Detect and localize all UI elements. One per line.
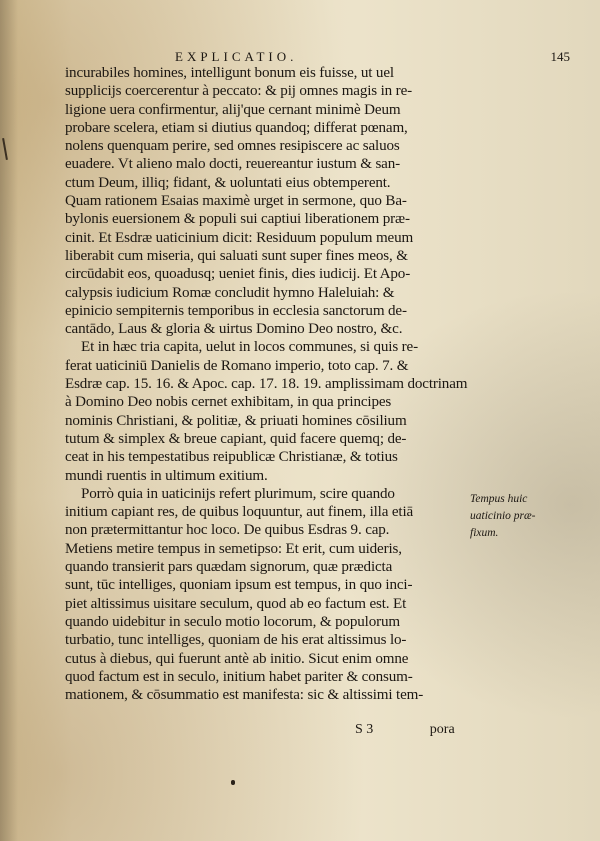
text-line: sunt, tūc intelliges, quoniam ipsum est tempus, in quo inci-: [65, 577, 413, 594]
text-line: supplicijs coercerentur à peccato: & pij omnes magis in re-: [65, 83, 412, 100]
text-line: Quam rationem Esaias maximè urget in sermone, quo Ba-: [65, 193, 407, 210]
main-text-block: [65, 64, 468, 704]
signature-mark: S 3: [355, 722, 374, 737]
text-line: ceat in his tempestatibus reipublicæ Christianæ, & totius: [65, 449, 398, 466]
text-line: turbatio, tunc intelliges, quoniam de his erat altissimus lo-: [65, 632, 407, 649]
text-line: non prætermittantur hoc loco. De quibus Esdras 9. cap.: [65, 522, 390, 539]
text-line: nominis Christiani, & politiæ, & priuati homines cōsilium: [65, 412, 407, 429]
text-line: mationem, & cōsummatio est manifesta: sic & altissimi tem-: [65, 687, 424, 704]
text-line: quando transierit pars quædam signorum, quæ prædicta: [65, 559, 393, 576]
margin-note-line: fixum.: [470, 527, 499, 539]
ink-dot: [231, 780, 235, 785]
margin-note: [470, 491, 580, 542]
text-line: ferat uaticiniū Danielis de Romano imperio, toto cap. 7. &: [65, 357, 409, 374]
text-line: Metiens metire tempus in semetipso: Et erit, cum uideris,: [65, 540, 402, 557]
text-line: incurabiles homines, intelligunt bonum eis fuisse, ut uel: [65, 65, 394, 81]
binding-shadow: [0, 0, 18, 841]
text-line: piet altissimus uisitare seculum, quod ab eo factum est. Et: [65, 595, 407, 612]
text-line: euadere. Vt alieno malo docti, reuereantur iustum & san-: [65, 156, 401, 173]
catchword: pora: [429, 722, 455, 737]
text-line: nolens quenquam perire, sed omnes resipiscere ac saluos: [65, 138, 400, 155]
margin-note-line: uaticinio præ-: [470, 510, 536, 522]
text-line: quod factum est in seculo, initium habet pariter & consum-: [65, 668, 413, 685]
text-line: mundi ruentis in ultimum exitium.: [65, 467, 268, 484]
text-line: à Domino Deo nobis cernet exhibitam, in qua principes: [65, 394, 392, 411]
text-line: Esdræ cap. 15. 16. & Apoc. cap. 17. 18. 19. amplissimam doctrinam: [65, 376, 468, 393]
text-line: tutum & simplex & breue capiant, quid facere quemq; de-: [65, 430, 407, 447]
text-line: calypsis iudicium Romæ concludit hymno Haleluiah: &: [65, 284, 395, 301]
text-line: epinicio sempiternis temporibus in ecclesia sanctorum de-: [65, 302, 407, 319]
text-line: cutus à diebus, qui fuerunt antè ab initio. Sicut enim omne: [65, 650, 409, 667]
running-title: EXPLICATIO.: [175, 49, 298, 64]
text-line: cantādo, Laus & gloria & uirtus Domino Deo nostro, &c.: [65, 321, 403, 338]
text-line: ctum Deum, illiq; fidant, & uoluntati eius obtemperent.: [65, 174, 391, 191]
margin-note-line: Tempus huic: [470, 493, 528, 505]
text-line: initium capiant res, de quibus loquuntur, aut finem, illa etiā: [65, 504, 414, 521]
text-line: ligione uera confirmentur, alij'que cernant minimè Deum: [65, 101, 401, 118]
page-footer: [355, 722, 455, 738]
text-line: probare scelera, etiam si diutius quandoq; differat pœnam,: [65, 119, 408, 136]
text-line: liberabit cum miseria, qui saluati sunt super fines meos, &: [65, 247, 408, 264]
page-number: 145: [550, 49, 570, 64]
text-line: bylonis euersionem & populi sui captiui liberationem præ-: [65, 211, 410, 228]
text-line: quando uidebitur in seculo motio locorum, & populorum: [65, 613, 400, 630]
text-line: Et in hæc tria capita, uelut in locos communes, si quis re-: [81, 339, 418, 356]
text-line: circūdabit eos, quoadusq; ueniet finis, dies iudicij. Et Apo-: [65, 266, 411, 283]
text-line: cinit. Et Esdræ uaticinium dicit: Residuum populum meum: [65, 229, 414, 246]
text-line: Porrò quia in uaticinijs refert plurimum, scire quando: [81, 485, 395, 502]
